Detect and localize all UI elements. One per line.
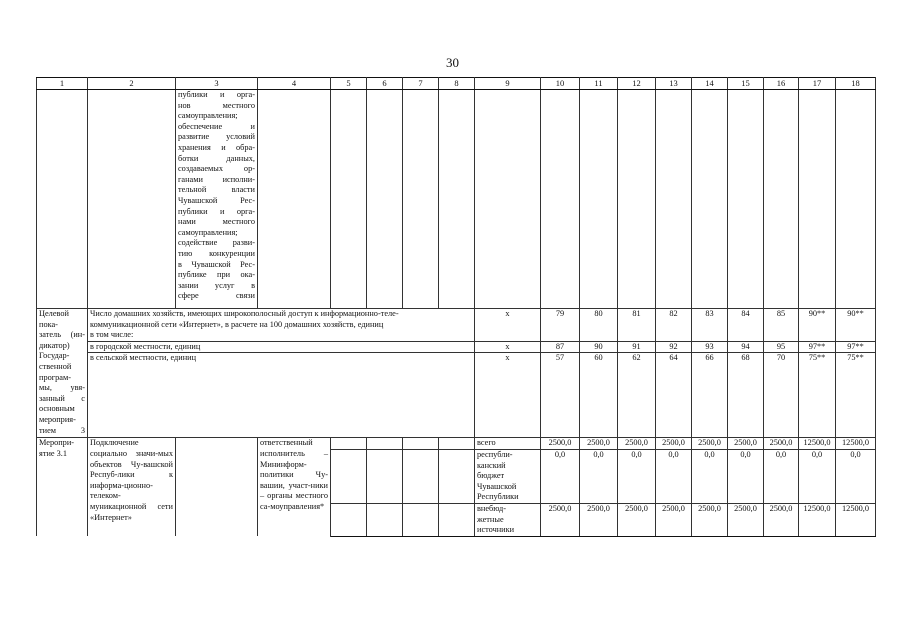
value-cell: 75** xyxy=(836,353,876,438)
continuation-row xyxy=(37,90,876,309)
value-cell: 85 xyxy=(764,309,799,342)
indicator-text: Число домашних хозяйств, имеющих широкополосный доступ к информационно-теле- коммуникационной сети «Интернет», в расчете на 100 домашних хозяйств, единиц в том числе: xyxy=(88,309,475,342)
header-cell: 12 xyxy=(618,78,656,90)
measure-row xyxy=(37,438,876,450)
continuation-text: публики и орга- нов местного самоуправления; обеспечение и развитие условий хранения и обра- ботки данных, создаваемых ор- ганами исполни- тельной власти Чувашской Рес- публики и орга- нами местного самоуправления; содействие разви- тию конкуренции в Чувашской Рес- публике при ока- зании услуг в сфере связи xyxy=(176,90,258,309)
header-cell: 5 xyxy=(331,78,367,90)
value-cell: 0,0 xyxy=(764,449,799,503)
header-cell: 7 xyxy=(403,78,439,90)
value-cell: 0,0 xyxy=(799,449,836,503)
indicator-row xyxy=(37,341,876,353)
header-cell: 9 xyxy=(475,78,541,90)
value-cell: 97** xyxy=(799,341,836,353)
value-cell: 64 xyxy=(656,353,692,438)
value-cell: 2500,0 xyxy=(728,438,764,450)
value-cell: 94 xyxy=(728,341,764,353)
header-cell: 16 xyxy=(764,78,799,90)
value-cell: 90 xyxy=(580,341,618,353)
measure-executor: ответственный исполнитель – Мининформ-политики Чу-вашии, участ-ники – органы местного са-моуправления* xyxy=(258,438,331,536)
indicator-row xyxy=(37,353,876,438)
value-cell: 12500,0 xyxy=(836,503,876,536)
value-cell: 66 xyxy=(692,353,728,438)
value-cell: 60 xyxy=(580,353,618,438)
value-cell: 70 xyxy=(764,353,799,438)
value-cell: 0,0 xyxy=(618,449,656,503)
source-name: республи- канский бюджет Чувашской Республики xyxy=(475,449,541,503)
value-cell: 2500,0 xyxy=(541,503,580,536)
value-cell: 12500,0 xyxy=(799,438,836,450)
value-cell: 75** xyxy=(799,353,836,438)
measure-name: Подключение социально значи-мых объектов Чу-вашской Респуб-лики к информа-ционно-телеком-муникационной сети «Интернет» xyxy=(88,438,176,536)
value-cell: 80 xyxy=(580,309,618,342)
value-cell: 93 xyxy=(692,341,728,353)
value-cell: 2500,0 xyxy=(692,503,728,536)
indicator-label: Целевой пока- затель (ин- дикатор) Государ- ственной програм- мы, увя- занный с основным мероприя- тием 3 xyxy=(37,309,88,438)
header-cell: 6 xyxy=(367,78,403,90)
header-cell: 14 xyxy=(692,78,728,90)
indicator-text: в городской местности, единиц xyxy=(88,341,475,353)
value-cell: 0,0 xyxy=(728,449,764,503)
value-cell: 2500,0 xyxy=(764,503,799,536)
indicator-x: x xyxy=(475,353,541,438)
value-cell: 2500,0 xyxy=(618,438,656,450)
value-cell: 2500,0 xyxy=(656,503,692,536)
value-cell: 90** xyxy=(799,309,836,342)
value-cell: 2500,0 xyxy=(580,438,618,450)
indicator-row xyxy=(37,309,876,342)
value-cell: 2500,0 xyxy=(764,438,799,450)
header-cell: 4 xyxy=(258,78,331,90)
value-cell: 0,0 xyxy=(692,449,728,503)
header-cell: 11 xyxy=(580,78,618,90)
value-cell: 2500,0 xyxy=(541,438,580,450)
program-table xyxy=(36,77,876,537)
indicator-x: x xyxy=(475,341,541,353)
value-cell: 62 xyxy=(618,353,656,438)
value-cell: 91 xyxy=(618,341,656,353)
value-cell: 0,0 xyxy=(656,449,692,503)
value-cell: 57 xyxy=(541,353,580,438)
value-cell: 95 xyxy=(764,341,799,353)
measure-label: Меропри- ятие 3.1 xyxy=(37,438,88,536)
value-cell: 87 xyxy=(541,341,580,353)
value-cell: 0,0 xyxy=(836,449,876,503)
header-cell: 1 xyxy=(37,78,88,90)
header-cell: 10 xyxy=(541,78,580,90)
header-cell: 13 xyxy=(656,78,692,90)
value-cell: 2500,0 xyxy=(580,503,618,536)
value-cell: 84 xyxy=(728,309,764,342)
value-cell: 97** xyxy=(836,341,876,353)
indicator-text: в сельской местности, единиц xyxy=(88,353,475,438)
indicator-x: x xyxy=(475,309,541,342)
value-cell: 0,0 xyxy=(541,449,580,503)
source-name: внебюд- жетные источники xyxy=(475,503,541,536)
value-cell: 79 xyxy=(541,309,580,342)
value-cell: 0,0 xyxy=(580,449,618,503)
value-cell: 12500,0 xyxy=(836,438,876,450)
source-name: всего xyxy=(475,438,541,450)
header-cell: 15 xyxy=(728,78,764,90)
header-row xyxy=(37,78,876,90)
value-cell: 82 xyxy=(656,309,692,342)
header-cell: 8 xyxy=(439,78,475,90)
value-cell: 12500,0 xyxy=(799,503,836,536)
value-cell: 2500,0 xyxy=(728,503,764,536)
page-number: 30 xyxy=(446,55,459,70)
value-cell: 81 xyxy=(618,309,656,342)
value-cell: 83 xyxy=(692,309,728,342)
value-cell: 2500,0 xyxy=(692,438,728,450)
value-cell: 90** xyxy=(836,309,876,342)
value-cell: 92 xyxy=(656,341,692,353)
value-cell: 2500,0 xyxy=(656,438,692,450)
header-cell: 17 xyxy=(799,78,836,90)
value-cell: 2500,0 xyxy=(618,503,656,536)
header-cell: 2 xyxy=(88,78,176,90)
header-cell: 3 xyxy=(176,78,258,90)
value-cell: 68 xyxy=(728,353,764,438)
header-cell: 18 xyxy=(836,78,876,90)
